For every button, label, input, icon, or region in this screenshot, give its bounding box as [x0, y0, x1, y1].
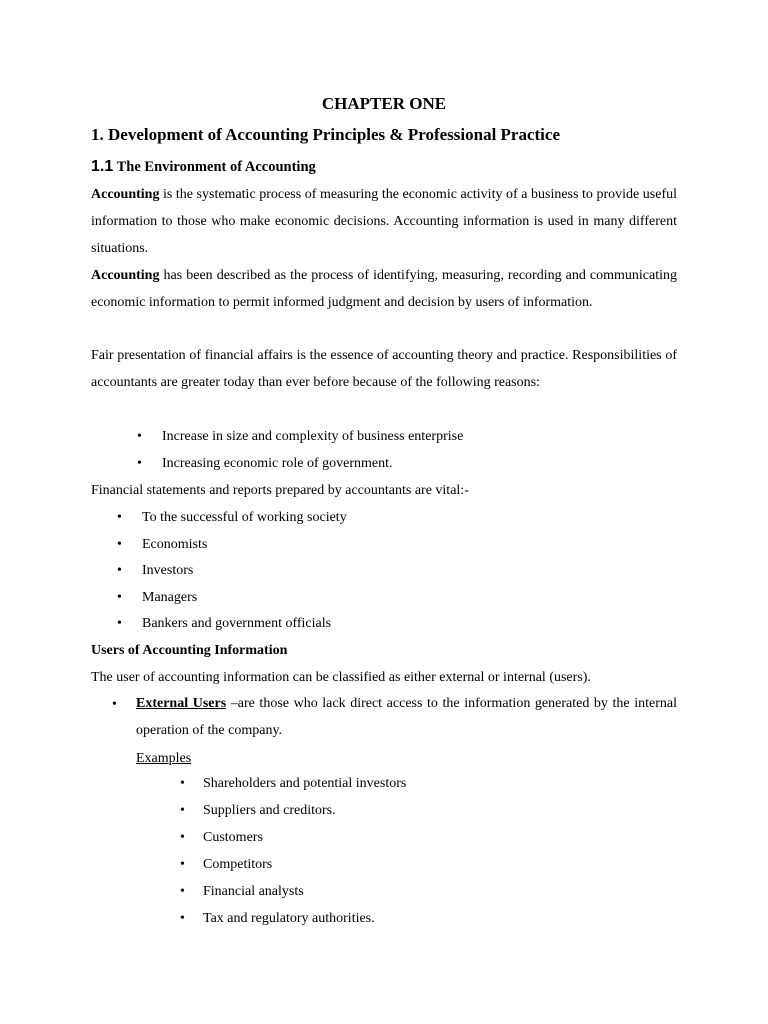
bullet: •	[180, 803, 185, 818]
list-item: • Tax and regulatory authorities.	[180, 908, 375, 930]
bullet: •	[180, 776, 185, 791]
term-external-users: External Users	[136, 696, 227, 711]
list-item: • Suppliers and creditors.	[180, 800, 336, 822]
bullet: •	[117, 563, 122, 578]
bullet: •	[137, 429, 142, 444]
paragraph-fair-presentation: Fair presentation of financial affairs is the essence of accounting theory and practice. Responsibilities of accountants are greater today than ever before because of the following reasons:	[91, 348, 677, 390]
users-intro: The user of accounting information can be classified as either external or internal (users).	[91, 670, 591, 685]
subsection-heading	[91, 156, 316, 178]
term-accounting: Accounting	[91, 268, 160, 283]
chapter-title: CHAPTER ONE	[321, 94, 447, 113]
bullet: •	[180, 830, 185, 845]
bullet: •	[117, 616, 122, 631]
examples-label: Examples	[136, 751, 192, 766]
list-item: • Managers	[117, 587, 197, 609]
paragraph-text: –are those who lack direct access to the information generated by the internal operation of the company.	[136, 696, 677, 738]
list-item: • Shareholders and potential investors	[180, 773, 406, 795]
bullet: •	[117, 537, 122, 552]
paragraph-accounting-definition	[91, 182, 677, 262]
bullet: •	[180, 911, 185, 926]
term-accounting: Accounting	[91, 187, 160, 202]
list-item: • Increasing economic role of government.	[137, 453, 393, 475]
subsection-number: 1.1	[91, 158, 114, 175]
bullet: •	[117, 590, 122, 605]
external-users-definition	[136, 691, 677, 745]
list-item: • Customers	[180, 827, 263, 849]
bullet: •	[137, 456, 142, 471]
list-item: • Competitors	[180, 854, 272, 876]
paragraph-accounting-description	[91, 263, 677, 317]
list-item: • Economists	[117, 534, 207, 556]
users-heading: Users of Accounting Information	[91, 643, 288, 658]
paragraph-text: has been described as the process of identifying, measuring, recording and communicating economic information to permit informed judgment and decision by users of information.	[91, 268, 677, 310]
bullet: •	[180, 884, 185, 899]
list-item: • To the successful of working society	[117, 507, 347, 529]
list-item: • Bankers and government officials	[117, 613, 331, 635]
list-item: • Increase in size and complexity of business enterprise	[137, 426, 463, 448]
list-item: • Financial analysts	[180, 881, 304, 903]
bullet: •	[180, 857, 185, 872]
statements-intro: Financial statements and reports prepared by accountants are vital:-	[91, 483, 469, 498]
paragraph-text: is the systematic process of measuring the economic activity of a business to provide useful information to those who make economic decisions. Accounting information is used in many different situations.	[91, 187, 677, 256]
bullet: •	[112, 697, 117, 712]
section-heading: 1. Development of Accounting Principles & Professional Practice	[91, 125, 560, 144]
bullet: •	[117, 510, 122, 525]
subsection-title: The Environment of Accounting	[116, 159, 316, 175]
list-item: • Investors	[117, 560, 193, 582]
